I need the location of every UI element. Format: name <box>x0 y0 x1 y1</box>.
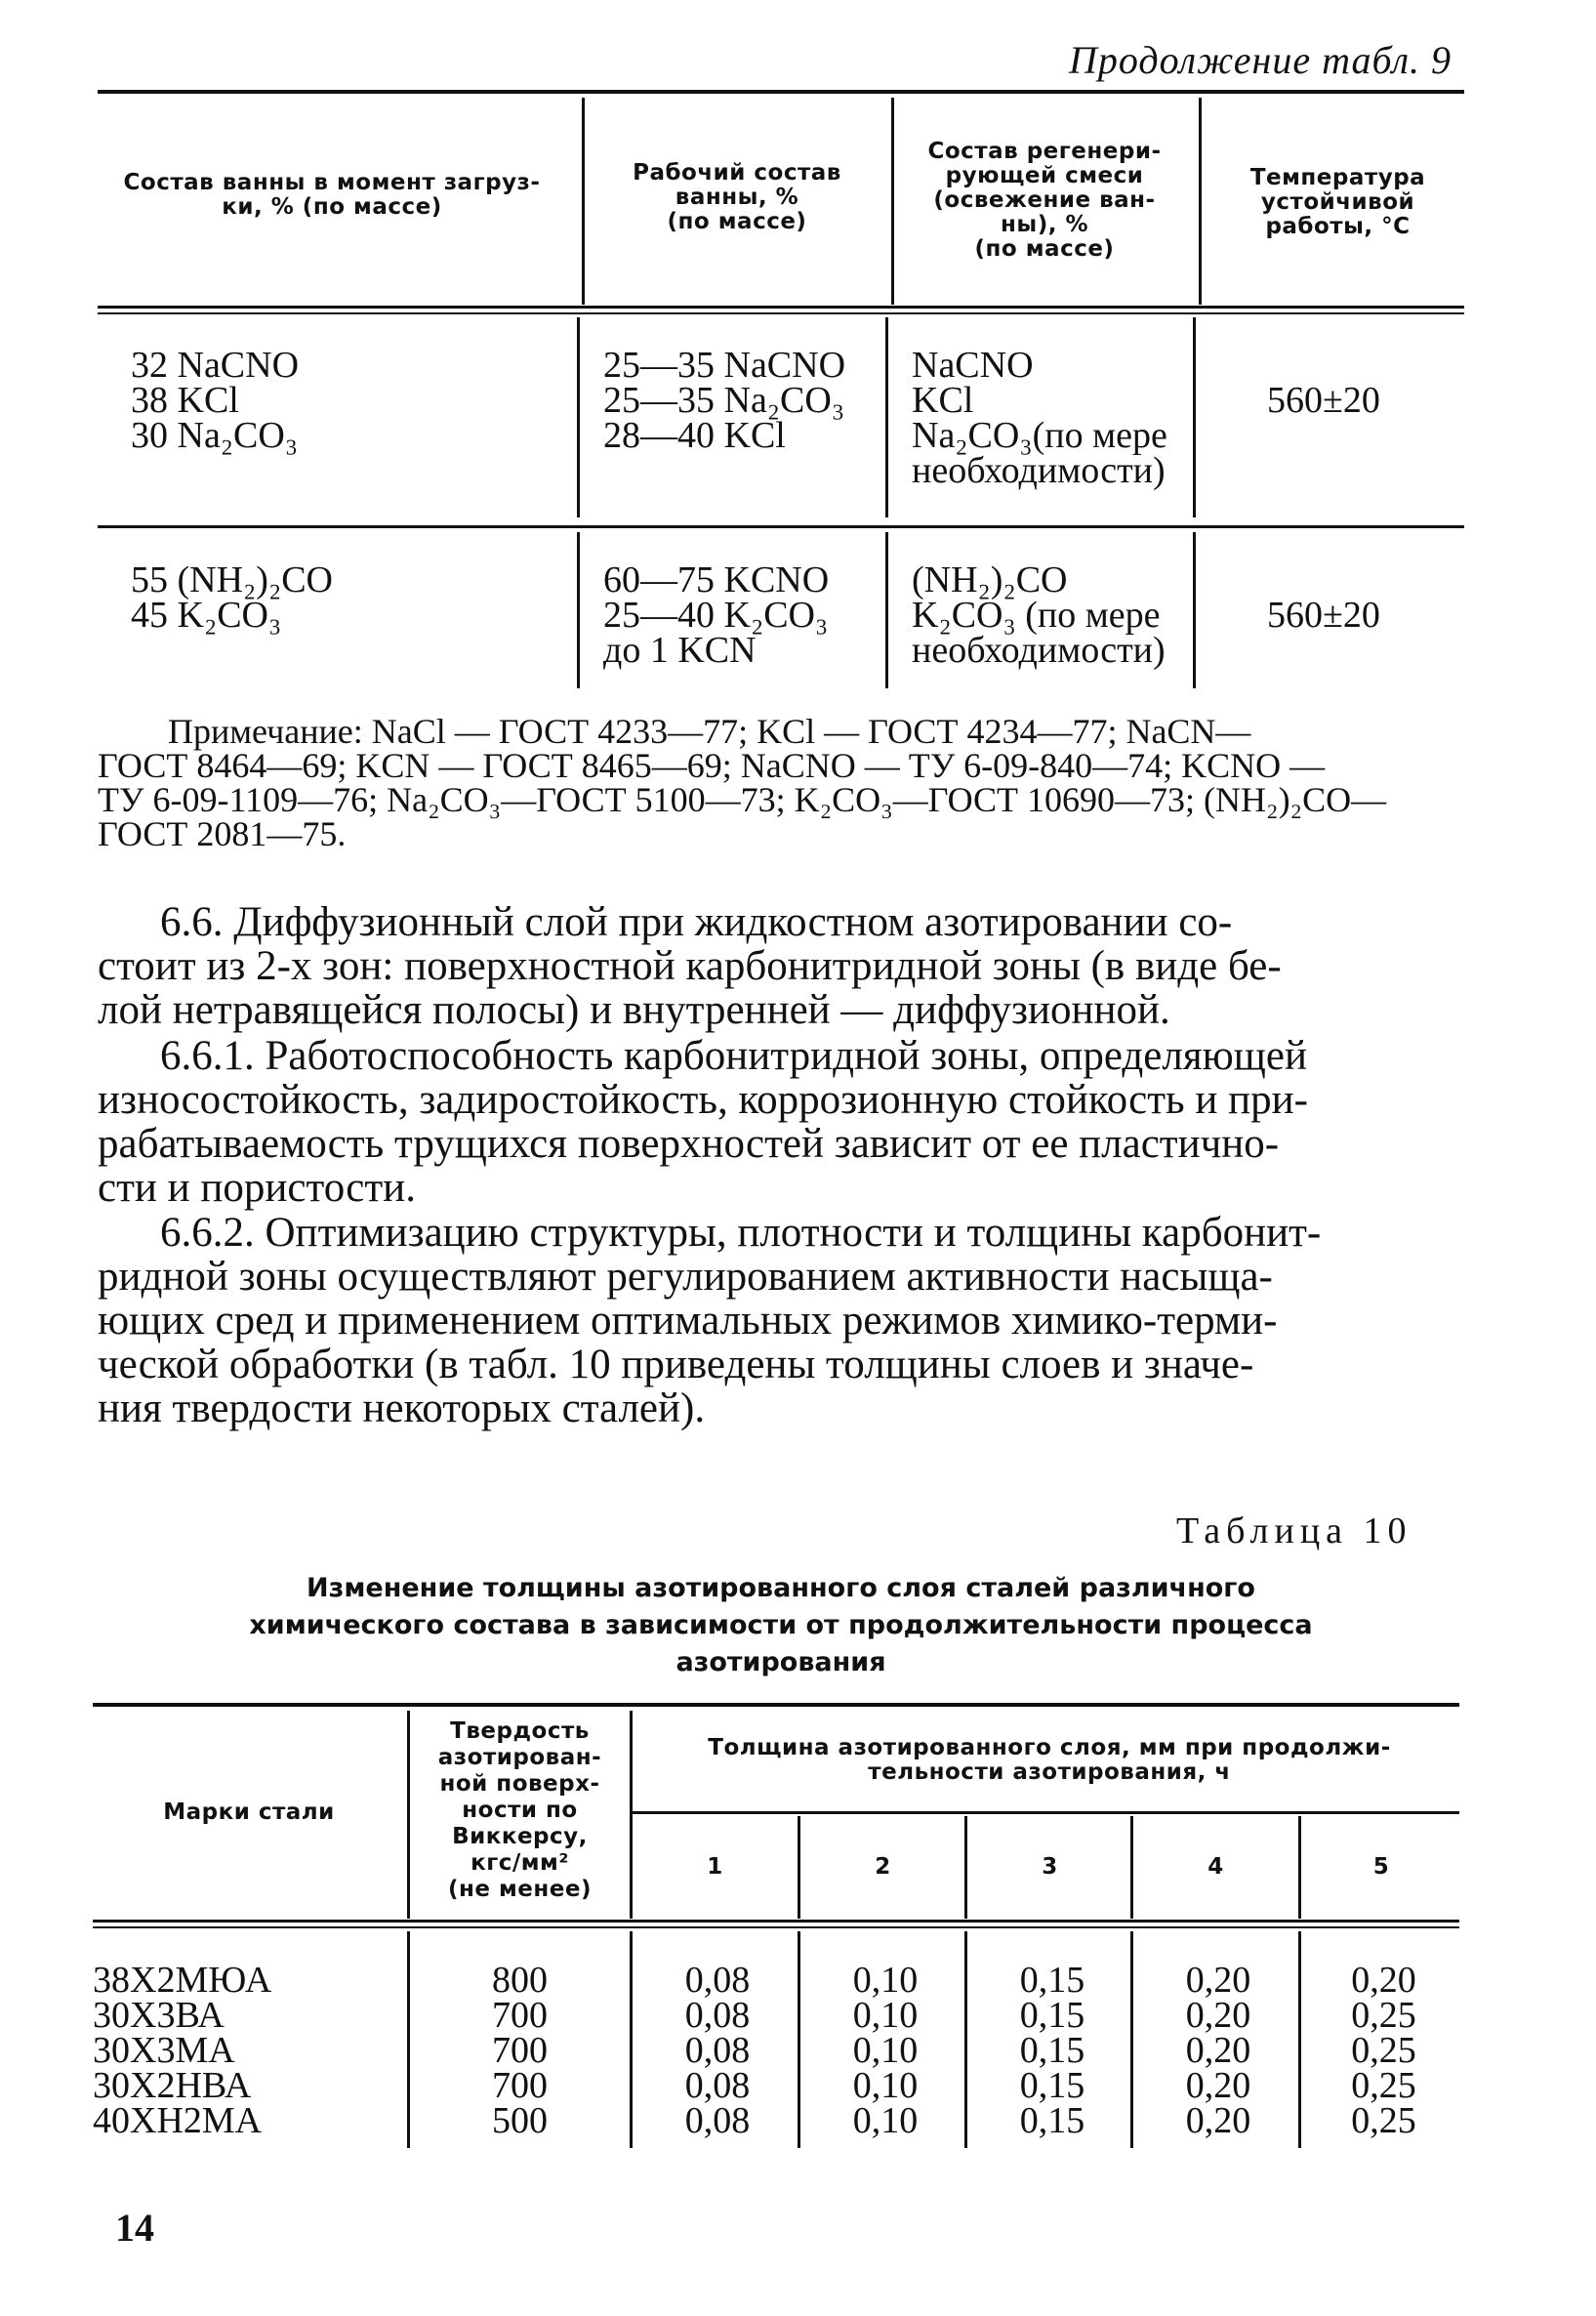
table9-row2-regen: (NH₂)₂CO K₂CO₃ (по мере необходимости) <box>912 559 1166 671</box>
table9-row1-temperature: 560±20 <box>1267 380 1380 421</box>
table-row <box>93 2030 1459 2071</box>
paragraph-line: ния твердости некоторых сталей). <box>98 1385 706 1431</box>
thickness-value: 0,15 <box>1019 1960 1085 2001</box>
hardness-value: 700 <box>492 2065 548 2106</box>
thickness-value: 0,20 <box>1185 2100 1251 2141</box>
thickness-value: 0,25 <box>1351 2030 1416 2071</box>
steel-grade: 30Х3ВА <box>93 1995 225 2036</box>
hardness-value: 700 <box>492 2030 548 2071</box>
thickness-value: 0,08 <box>684 2030 751 2071</box>
thickness-value: 0,08 <box>684 1960 751 2001</box>
hardness-value: 800 <box>492 1960 548 2001</box>
thickness-value: 0,10 <box>852 2100 919 2141</box>
table-row <box>93 1960 1459 2001</box>
table9-header-initial-bath: Состав ванны в момент загруз- ки, % (по массе) <box>123 170 541 220</box>
table9-header-working-bath: Рабочий состав ванны, % (по массе) <box>633 160 841 234</box>
table-row <box>93 1995 1459 2036</box>
page-number: 14 <box>115 2206 154 2250</box>
table9-row2-temperature: 560±20 <box>1267 595 1380 636</box>
table-row <box>93 2065 1459 2106</box>
table10-header-hour: 3 <box>1042 1854 1058 1880</box>
thickness-value: 0,15 <box>1019 1995 1085 2036</box>
paragraph-6-6 <box>98 900 1464 1032</box>
table-continuation-label: Продолжение табл. 9 <box>1069 38 1453 82</box>
thickness-value: 0,20 <box>1351 1960 1416 2001</box>
thickness-value: 0,10 <box>852 1995 919 2036</box>
paragraph-line: 6.6. Диффузионный слой при жидкостном азотировании со- <box>160 899 1233 945</box>
table10-label: Таблица 10 <box>1176 1510 1412 1551</box>
paragraph-line: ридной зоны осуществляют регулированием активности насыща- <box>98 1254 1273 1300</box>
note-line: ТУ 6-09-1109—76; Na₂CO₃—ГОСТ 5100—73; K₂CO₃—ГОСТ 10690—73; (NH₂)₂CO— <box>98 780 1387 819</box>
thickness-value: 0,15 <box>1019 2030 1085 2071</box>
thickness-value: 0,10 <box>852 2065 919 2106</box>
thickness-value: 0,08 <box>684 1995 751 2036</box>
table9-row1-regen: NaCNO KCl Na₂CO₃(по мере необходимости) <box>912 345 1167 491</box>
thickness-value: 0,08 <box>684 2065 751 2106</box>
table10-header-grade: Марки стали <box>163 1799 335 1825</box>
thickness-value: 0,10 <box>852 1960 919 2001</box>
paragraph-line: 6.6.1. Работоспособность карбонитридной зоны, определяющей <box>160 1033 1307 1079</box>
thickness-value: 0,15 <box>1019 2100 1085 2141</box>
table10-header-hour: 2 <box>875 1854 891 1880</box>
table9-row1-working: 25—35 NaCNO 25—35 Na₂CO₃ 28—40 KCl <box>603 345 846 456</box>
table9-note <box>98 712 1464 853</box>
thickness-value: 0,25 <box>1351 1995 1416 2036</box>
table9-row2-initial: 55 (NH₂)₂CO 45 K₂CO₃ <box>131 559 333 636</box>
paragraph-line: рабатываемость трущихся поверхностей зависит от ее пластично- <box>98 1121 1280 1167</box>
thickness-value: 0,25 <box>1351 2065 1416 2106</box>
paragraph-line: 6.6.2. Оптимизацию структуры, плотности и толщины карбонит- <box>160 1210 1322 1256</box>
note-line: ГОСТ 8464—69; KCN — ГОСТ 8465—69; NaCNO — ТУ 6-09-840—74; KCNO — <box>98 746 1326 785</box>
paragraph-line: ющих сред и применением оптимальных режимов химико-терми- <box>98 1298 1278 1344</box>
paragraph-line: сти и пористости. <box>98 1165 416 1211</box>
paragraph-line: ческой обработки (в табл. 10 приведены толщины слоев и значе- <box>98 1342 1254 1387</box>
table-row <box>93 2100 1459 2141</box>
table9-row2-working: 60—75 KCNO 25—40 K₂CO₃ до 1 KCN <box>603 559 830 671</box>
note-line: Примечание: NaCl — ГОСТ 4233—77; KCl — ГОСТ 4234—77; NaCN— <box>168 712 1251 751</box>
thickness-value: 0,25 <box>1351 2100 1416 2141</box>
thickness-value: 0,08 <box>684 2100 751 2141</box>
table10-header-hour: 5 <box>1372 1854 1390 1880</box>
paragraph-6-6-2 <box>98 1211 1464 1430</box>
paragraph-6-6-1 <box>98 1034 1464 1210</box>
thickness-value: 0,10 <box>852 2030 919 2071</box>
table10-header-hardness: Твердость азотирован- ной поверх- ности по Виккерсу, кгс/мм² (не менее) <box>437 1718 602 1902</box>
thickness-value: 0,20 <box>1185 2030 1251 2071</box>
paragraph-line: лой нетравящейся полосы) и внутренней — диффузионной. <box>98 987 1170 1033</box>
hardness-value: 700 <box>492 1995 548 2036</box>
table9-header-regen-mix: Состав регенери- рующей смеси (освежение ван- ны), % (по массе) <box>927 139 1162 262</box>
steel-grade: 30Х3МА <box>93 2030 235 2071</box>
note-line: ГОСТ 2081—75. <box>98 814 347 853</box>
thickness-value: 0,20 <box>1185 2065 1251 2106</box>
paragraph-line: износостойкость, задиростойкость, коррозионную стойкость и при- <box>98 1077 1308 1123</box>
steel-grade: 38Х2МЮА <box>93 1960 272 2001</box>
table10-header-hour: 4 <box>1207 1854 1224 1880</box>
thickness-value: 0,20 <box>1185 1960 1251 2001</box>
table9-header-temperature: Температура устойчивой работы, °С <box>1249 165 1426 239</box>
paragraph-line: стоит из 2-х зон: поверхностной карбонитридной зоны (в виде бе- <box>98 943 1282 989</box>
thickness-value: 0,15 <box>1019 2065 1085 2106</box>
thickness-value: 0,20 <box>1185 1995 1251 2036</box>
hardness-value: 500 <box>492 2100 548 2141</box>
table10-header-hour: 1 <box>707 1854 723 1880</box>
table10-header-thickness: Толщина азотированного слоя, мм при продолжи- тельности азотирования, ч <box>708 1735 1391 1785</box>
steel-grade: 30Х2НВА <box>93 2065 252 2106</box>
table10-title: Изменение толщины азотированного слоя сталей различного химического состава в зависимости от продолжительности процесса азотирования <box>249 1573 1313 1677</box>
table9-row1-initial: 32 NaCNO 38 KCl 30 Na₂CO₃ <box>131 345 300 456</box>
steel-grade: 40ХН2МА <box>93 2100 263 2141</box>
